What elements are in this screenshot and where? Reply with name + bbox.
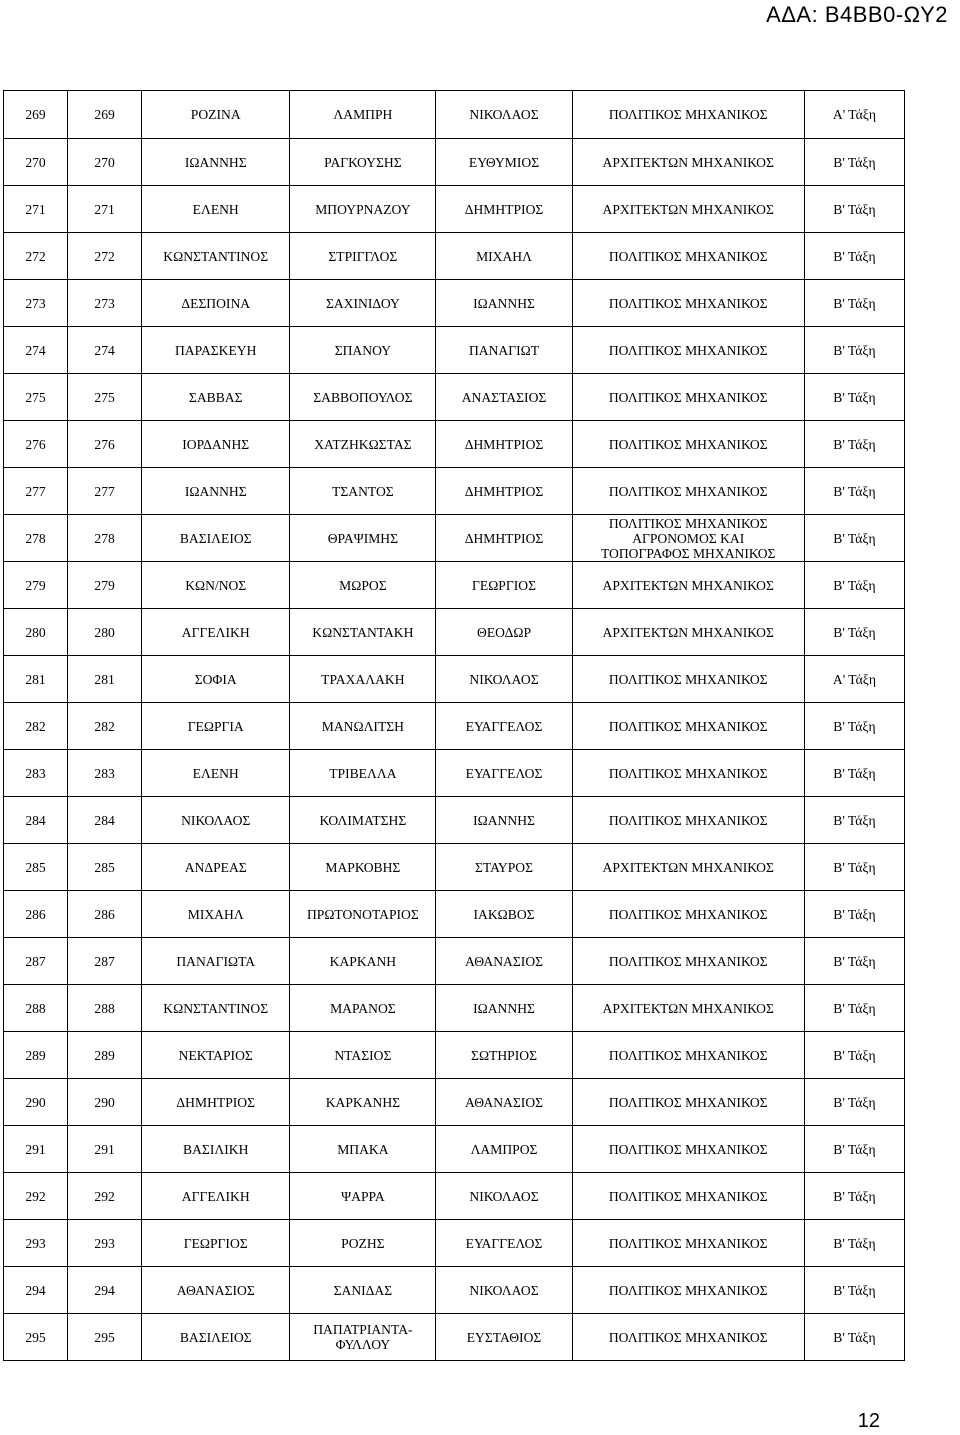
first-name-cell: ΜΙΧΑΗΛ [142, 891, 290, 938]
serial-number-cell: 278 [4, 515, 68, 562]
specialty-cell: ΠΟΛΙΤΙΚΟΣ ΜΗΧΑΝΙΚΟΣ [572, 421, 804, 468]
father-name-cell: ΣΩΤΗΡΙΟΣ [436, 1032, 572, 1079]
serial-number-cell: 284 [4, 797, 68, 844]
first-name-cell: ΕΛΕΝΗ [142, 750, 290, 797]
record-number-cell: 286 [68, 891, 142, 938]
table-row [4, 656, 905, 703]
surname-cell: ΣΑΒΒΟΠΟΥΛΟΣ [290, 374, 436, 421]
class-grade-cell: Β' Τάξη [804, 844, 904, 891]
record-number-cell: 291 [68, 1126, 142, 1173]
first-name-cell: ΒΑΣΙΛΕΙΟΣ [142, 515, 290, 562]
record-number-cell: 282 [68, 703, 142, 750]
class-grade-cell: Β' Τάξη [804, 515, 904, 562]
specialty-cell: ΠΟΛΙΤΙΚΟΣ ΜΗΧΑΝΙΚΟΣ [572, 1314, 804, 1361]
specialty-cell: ΠΟΛΙΤΙΚΟΣ ΜΗΧΑΝΙΚΟΣ [572, 797, 804, 844]
table-row [4, 938, 905, 985]
table-row [4, 233, 905, 280]
father-name-cell: ΛΑΜΠΡΟΣ [436, 1126, 572, 1173]
table-row [4, 1267, 905, 1314]
record-number-cell: 275 [68, 374, 142, 421]
serial-number-cell: 291 [4, 1126, 68, 1173]
ada-code: ΑΔΑ: Β4ΒΒ0-ΩΥ2 [766, 2, 948, 27]
first-name-cell: ΙΩΑΝΝΗΣ [142, 468, 290, 515]
table-row [4, 562, 905, 609]
record-number-cell: 284 [68, 797, 142, 844]
serial-number-cell: 271 [4, 186, 68, 233]
serial-number-cell: 277 [4, 468, 68, 515]
serial-number-cell: 270 [4, 139, 68, 186]
table-row [4, 797, 905, 844]
first-name-cell: ΒΑΣΙΛΕΙΟΣ [142, 1314, 290, 1361]
first-name-cell: ΚΩΝΣΤΑΝΤΙΝΟΣ [142, 233, 290, 280]
serial-number-cell: 295 [4, 1314, 68, 1361]
record-number-cell: 283 [68, 750, 142, 797]
table-row [4, 468, 905, 515]
father-name-cell: ΔΗΜΗΤΡΙΟΣ [436, 421, 572, 468]
first-name-cell: ΑΝΔΡΕΑΣ [142, 844, 290, 891]
surname-cell: ΚΑΡΚΑΝΗ [290, 938, 436, 985]
class-grade-cell: Β' Τάξη [804, 421, 904, 468]
table-row [4, 280, 905, 327]
father-name-cell: ΣΤΑΥΡΟΣ [436, 844, 572, 891]
table-row [4, 186, 905, 233]
specialty-cell: ΠΟΛΙΤΙΚΟΣ ΜΗΧΑΝΙΚΟΣ [572, 468, 804, 515]
record-number-cell: 295 [68, 1314, 142, 1361]
father-name-cell: ΙΩΑΝΝΗΣ [436, 280, 572, 327]
specialty-cell: ΠΟΛΙΤΙΚΟΣ ΜΗΧΑΝΙΚΟΣ [572, 1032, 804, 1079]
father-name-cell: ΓΕΩΡΓΙΟΣ [436, 562, 572, 609]
first-name-cell: ΙΩΑΝΝΗΣ [142, 139, 290, 186]
class-grade-cell: Β' Τάξη [804, 1220, 904, 1267]
surname-cell: ΜΑΡΑΝΟΣ [290, 985, 436, 1032]
class-grade-cell: Β' Τάξη [804, 327, 904, 374]
first-name-cell: ΔΗΜΗΤΡΙΟΣ [142, 1079, 290, 1126]
record-number-cell: 288 [68, 985, 142, 1032]
surname-cell: ΧΑΤΖΗΚΩΣΤΑΣ [290, 421, 436, 468]
record-number-cell: 270 [68, 139, 142, 186]
surname-cell: ΣΑΝΙΔΑΣ [290, 1267, 436, 1314]
father-name-cell: ΘΕΟΔΩΡ [436, 609, 572, 656]
class-grade-cell: Β' Τάξη [804, 562, 904, 609]
first-name-cell: ΕΛΕΝΗ [142, 186, 290, 233]
class-grade-cell: Β' Τάξη [804, 139, 904, 186]
class-grade-cell: Β' Τάξη [804, 186, 904, 233]
first-name-cell: ΓΕΩΡΓΙΑ [142, 703, 290, 750]
record-number-cell: 278 [68, 515, 142, 562]
table-row [4, 1314, 905, 1361]
specialty-cell: ΠΟΛΙΤΙΚΟΣ ΜΗΧΑΝΙΚΟΣ [572, 750, 804, 797]
table-row [4, 1126, 905, 1173]
serial-number-cell: 282 [4, 703, 68, 750]
serial-number-cell: 285 [4, 844, 68, 891]
father-name-cell: ΔΗΜΗΤΡΙΟΣ [436, 468, 572, 515]
father-name-cell: ΕΥΑΓΓΕΛΟΣ [436, 703, 572, 750]
record-number-cell: 277 [68, 468, 142, 515]
father-name-cell: ΙΩΑΝΝΗΣ [436, 985, 572, 1032]
specialty-cell: ΑΡΧΙΤΕΚΤΩΝ ΜΗΧΑΝΙΚΟΣ [572, 186, 804, 233]
table-row [4, 1079, 905, 1126]
class-grade-cell: Β' Τάξη [804, 797, 904, 844]
surname-cell: ΤΡΑΧΑΛΑΚΗ [290, 656, 436, 703]
surname-cell: ΘΡΑΨΙΜΗΣ [290, 515, 436, 562]
father-name-cell: ΠΑΝΑΓΙΩΤ [436, 327, 572, 374]
record-number-cell: 272 [68, 233, 142, 280]
specialty-cell: ΠΟΛΙΤΙΚΟΣ ΜΗΧΑΝΙΚΟΣ [572, 327, 804, 374]
table-row [4, 750, 905, 797]
specialty-cell: ΠΟΛΙΤΙΚΟΣ ΜΗΧΑΝΙΚΟΣ [572, 1267, 804, 1314]
serial-number-cell: 293 [4, 1220, 68, 1267]
record-number-cell: 273 [68, 280, 142, 327]
class-grade-cell: Β' Τάξη [804, 609, 904, 656]
surname-cell: ΡΟΖΗΣ [290, 1220, 436, 1267]
specialty-cell: ΑΡΧΙΤΕΚΤΩΝ ΜΗΧΑΝΙΚΟΣ [572, 139, 804, 186]
specialty-cell: ΠΟΛΙΤΙΚΟΣ ΜΗΧΑΝΙΚΟΣ ΑΓΡΟΝΟΜΟΣ ΚΑΙ ΤΟΠΟΓΡΑΦΟΣ ΜΗΧΑΝΙΚΟΣ [572, 515, 804, 562]
serial-number-cell: 283 [4, 750, 68, 797]
specialty-cell: ΠΟΛΙΤΙΚΟΣ ΜΗΧΑΝΙΚΟΣ [572, 91, 804, 139]
specialty-cell: ΠΟΛΙΤΙΚΟΣ ΜΗΧΑΝΙΚΟΣ [572, 938, 804, 985]
table-row [4, 703, 905, 750]
record-number-cell: 293 [68, 1220, 142, 1267]
surname-cell: ΜΩΡΟΣ [290, 562, 436, 609]
specialty-cell: ΑΡΧΙΤΕΚΤΩΝ ΜΗΧΑΝΙΚΟΣ [572, 609, 804, 656]
specialty-cell: ΠΟΛΙΤΙΚΟΣ ΜΗΧΑΝΙΚΟΣ [572, 280, 804, 327]
serial-number-cell: 289 [4, 1032, 68, 1079]
specialty-cell: ΠΟΛΙΤΙΚΟΣ ΜΗΧΑΝΙΚΟΣ [572, 656, 804, 703]
serial-number-cell: 294 [4, 1267, 68, 1314]
specialty-cell: ΑΡΧΙΤΕΚΤΩΝ ΜΗΧΑΝΙΚΟΣ [572, 562, 804, 609]
surname-cell: ΤΡΙΒΕΛΛΑ [290, 750, 436, 797]
records-table [3, 90, 905, 1361]
first-name-cell: ΣΑΒΒΑΣ [142, 374, 290, 421]
father-name-cell: ΑΘΑΝΑΣΙΟΣ [436, 938, 572, 985]
record-number-cell: 279 [68, 562, 142, 609]
father-name-cell: ΝΙΚΟΛΑΟΣ [436, 1267, 572, 1314]
specialty-cell: ΠΟΛΙΤΙΚΟΣ ΜΗΧΑΝΙΚΟΣ [572, 1079, 804, 1126]
father-name-cell: ΕΥΣΤΑΘΙΟΣ [436, 1314, 572, 1361]
surname-cell: ΣΠΑΝΟΥ [290, 327, 436, 374]
record-number-cell: 280 [68, 609, 142, 656]
table-row [4, 374, 905, 421]
first-name-cell: ΑΘΑΝΑΣΙΟΣ [142, 1267, 290, 1314]
father-name-cell: ΑΝΑΣΤΑΣΙΟΣ [436, 374, 572, 421]
class-grade-cell: Β' Τάξη [804, 1126, 904, 1173]
specialty-cell: ΠΟΛΙΤΙΚΟΣ ΜΗΧΑΝΙΚΟΣ [572, 703, 804, 750]
surname-cell: ΚΑΡΚΑΝΗΣ [290, 1079, 436, 1126]
table-row [4, 891, 905, 938]
serial-number-cell: 279 [4, 562, 68, 609]
table-row [4, 515, 905, 562]
record-number-cell: 271 [68, 186, 142, 233]
first-name-cell: ΑΓΓΕΛΙΚΗ [142, 609, 290, 656]
table-row [4, 985, 905, 1032]
father-name-cell: ΜΙΧΑΗΛ [436, 233, 572, 280]
serial-number-cell: 286 [4, 891, 68, 938]
serial-number-cell: 290 [4, 1079, 68, 1126]
class-grade-cell: Β' Τάξη [804, 891, 904, 938]
father-name-cell: ΝΙΚΟΛΑΟΣ [436, 91, 572, 139]
surname-cell: ΣΑΧΙΝΙΔΟΥ [290, 280, 436, 327]
record-number-cell: 285 [68, 844, 142, 891]
first-name-cell: ΑΓΓΕΛΙΚΗ [142, 1173, 290, 1220]
class-grade-cell: Β' Τάξη [804, 1032, 904, 1079]
serial-number-cell: 288 [4, 985, 68, 1032]
father-name-cell: ΝΙΚΟΛΑΟΣ [436, 1173, 572, 1220]
first-name-cell: ΝΕΚΤΑΡΙΟΣ [142, 1032, 290, 1079]
surname-cell: ΠΑΠΑΤΡΙΑΝΤΑ- ΦΥΛΛΟΥ [290, 1314, 436, 1361]
serial-number-cell: 275 [4, 374, 68, 421]
table-row [4, 139, 905, 186]
father-name-cell: ΙΑΚΩΒΟΣ [436, 891, 572, 938]
father-name-cell: ΕΥΘΥΜΙΟΣ [436, 139, 572, 186]
serial-number-cell: 269 [4, 91, 68, 139]
first-name-cell: ΙΟΡΔΑΝΗΣ [142, 421, 290, 468]
surname-cell: ΡΑΓΚΟΥΣΗΣ [290, 139, 436, 186]
class-grade-cell: Β' Τάξη [804, 1173, 904, 1220]
surname-cell: ΜΠΑΚΑ [290, 1126, 436, 1173]
serial-number-cell: 292 [4, 1173, 68, 1220]
serial-number-cell: 272 [4, 233, 68, 280]
serial-number-cell: 281 [4, 656, 68, 703]
table-row [4, 327, 905, 374]
first-name-cell: ΠΑΝΑΓΙΩΤΑ [142, 938, 290, 985]
table-row [4, 421, 905, 468]
record-number-cell: 287 [68, 938, 142, 985]
specialty-cell: ΠΟΛΙΤΙΚΟΣ ΜΗΧΑΝΙΚΟΣ [572, 891, 804, 938]
page-number: 12 [857, 1410, 880, 1432]
surname-cell: ΨΑΡΡΑ [290, 1173, 436, 1220]
specialty-cell: ΠΟΛΙΤΙΚΟΣ ΜΗΧΑΝΙΚΟΣ [572, 233, 804, 280]
class-grade-cell: Α' Τάξη [804, 91, 904, 139]
first-name-cell: ΓΕΩΡΓΙΟΣ [142, 1220, 290, 1267]
class-grade-cell: Β' Τάξη [804, 1314, 904, 1361]
class-grade-cell: Β' Τάξη [804, 938, 904, 985]
record-number-cell: 294 [68, 1267, 142, 1314]
serial-number-cell: 273 [4, 280, 68, 327]
specialty-cell: ΠΟΛΙΤΙΚΟΣ ΜΗΧΑΝΙΚΟΣ [572, 1126, 804, 1173]
father-name-cell: ΝΙΚΟΛΑΟΣ [436, 656, 572, 703]
table-row [4, 844, 905, 891]
record-number-cell: 292 [68, 1173, 142, 1220]
specialty-cell: ΠΟΛΙΤΙΚΟΣ ΜΗΧΑΝΙΚΟΣ [572, 374, 804, 421]
table-row [4, 91, 905, 139]
serial-number-cell: 280 [4, 609, 68, 656]
class-grade-cell: Β' Τάξη [804, 374, 904, 421]
father-name-cell: ΑΘΑΝΑΣΙΟΣ [436, 1079, 572, 1126]
serial-number-cell: 274 [4, 327, 68, 374]
record-number-cell: 290 [68, 1079, 142, 1126]
father-name-cell: ΔΗΜΗΤΡΙΟΣ [436, 186, 572, 233]
first-name-cell: ΚΩΝ/ΝΟΣ [142, 562, 290, 609]
table-row [4, 1220, 905, 1267]
father-name-cell: ΕΥΑΓΓΕΛΟΣ [436, 1220, 572, 1267]
specialty-cell: ΠΟΛΙΤΙΚΟΣ ΜΗΧΑΝΙΚΟΣ [572, 1173, 804, 1220]
surname-cell: ΜΑΡΚΟΒΗΣ [290, 844, 436, 891]
first-name-cell: ΔΕΣΠΟΙΝΑ [142, 280, 290, 327]
class-grade-cell: Β' Τάξη [804, 1079, 904, 1126]
surname-cell: ΜΠΟΥΡΝΑΖΟΥ [290, 186, 436, 233]
serial-number-cell: 287 [4, 938, 68, 985]
records-table-body [4, 91, 905, 1361]
table-row [4, 609, 905, 656]
table-row [4, 1032, 905, 1079]
class-grade-cell: Β' Τάξη [804, 280, 904, 327]
record-number-cell: 276 [68, 421, 142, 468]
father-name-cell: ΙΩΑΝΝΗΣ [436, 797, 572, 844]
surname-cell: ΝΤΑΣΙΟΣ [290, 1032, 436, 1079]
surname-cell: ΠΡΩΤΟΝΟΤΑΡΙΟΣ [290, 891, 436, 938]
surname-cell: ΛΑΜΠΡΗ [290, 91, 436, 139]
specialty-cell: ΑΡΧΙΤΕΚΤΩΝ ΜΗΧΑΝΙΚΟΣ [572, 985, 804, 1032]
surname-cell: ΣΤΡΙΓΓΛΟΣ [290, 233, 436, 280]
class-grade-cell: Β' Τάξη [804, 233, 904, 280]
class-grade-cell: Β' Τάξη [804, 985, 904, 1032]
father-name-cell: ΕΥΑΓΓΕΛΟΣ [436, 750, 572, 797]
class-grade-cell: Α' Τάξη [804, 656, 904, 703]
record-number-cell: 269 [68, 91, 142, 139]
record-number-cell: 289 [68, 1032, 142, 1079]
first-name-cell: ΠΑΡΑΣΚΕΥΗ [142, 327, 290, 374]
surname-cell: ΚΟΛΙΜΑΤΣΗΣ [290, 797, 436, 844]
first-name-cell: ΣΟΦΙΑ [142, 656, 290, 703]
class-grade-cell: Β' Τάξη [804, 1267, 904, 1314]
class-grade-cell: Β' Τάξη [804, 468, 904, 515]
record-number-cell: 281 [68, 656, 142, 703]
first-name-cell: ΝΙΚΟΛΑΟΣ [142, 797, 290, 844]
surname-cell: ΜΑΝΩΛΙΤΣΗ [290, 703, 436, 750]
specialty-cell: ΠΟΛΙΤΙΚΟΣ ΜΗΧΑΝΙΚΟΣ [572, 1220, 804, 1267]
surname-cell: ΤΣΑΝΤΟΣ [290, 468, 436, 515]
surname-cell: ΚΩΝΣΤΑΝΤΑΚΗ [290, 609, 436, 656]
father-name-cell: ΔΗΜΗΤΡΙΟΣ [436, 515, 572, 562]
first-name-cell: ΡΟΖΙΝΑ [142, 91, 290, 139]
class-grade-cell: Β' Τάξη [804, 750, 904, 797]
record-number-cell: 274 [68, 327, 142, 374]
first-name-cell: ΚΩΝΣΤΑΝΤΙΝΟΣ [142, 985, 290, 1032]
table-row [4, 1173, 905, 1220]
specialty-cell: ΑΡΧΙΤΕΚΤΩΝ ΜΗΧΑΝΙΚΟΣ [572, 844, 804, 891]
first-name-cell: ΒΑΣΙΛΙΚΗ [142, 1126, 290, 1173]
serial-number-cell: 276 [4, 421, 68, 468]
class-grade-cell: Β' Τάξη [804, 703, 904, 750]
